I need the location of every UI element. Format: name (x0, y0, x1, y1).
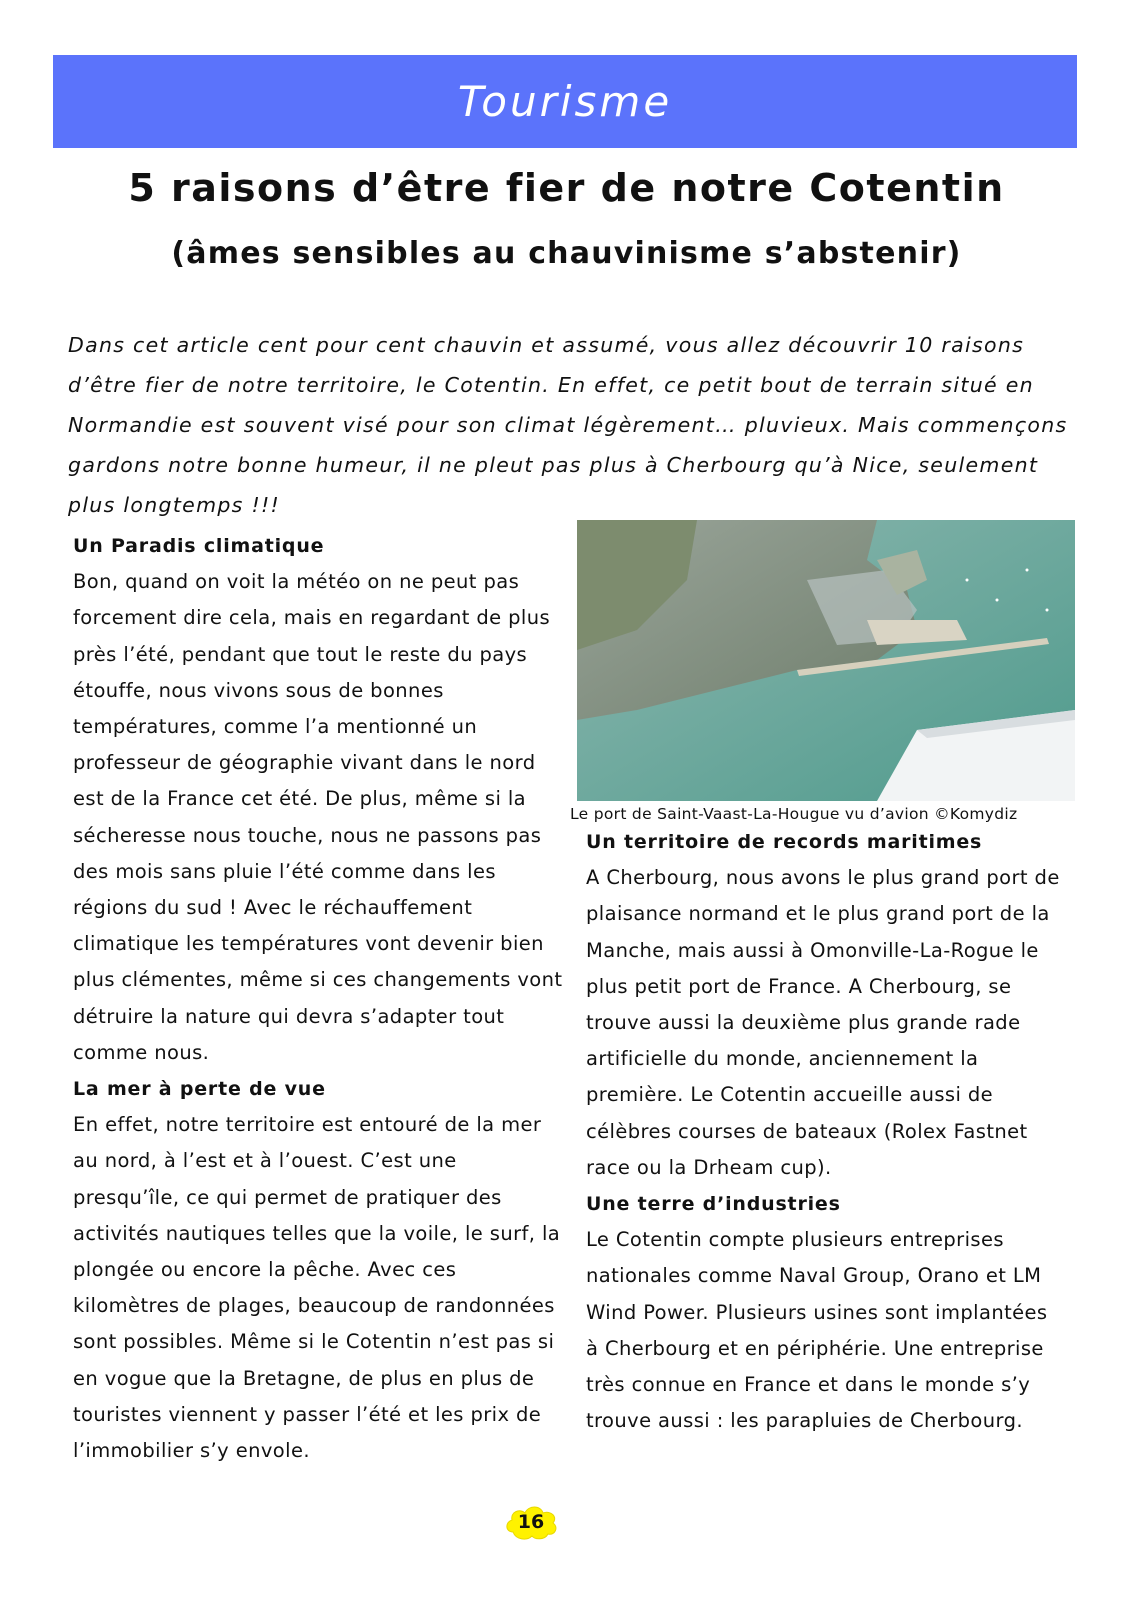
left-column (73, 528, 563, 1469)
section-banner (53, 55, 1077, 148)
section-text-mer: En effet, notre territoire est entouré de la mer au nord, à l’est et à l’ouest. C’est une presqu’île, ce qui permet de pratiquer des activités nautiques telles que la voile, le surf, la plongée ou encore la pêche. Avec ces kilomètres de plages, beaucoup de randonnées sont possibles. Même si le Cotentin n’est pas si en vogue que la Bretagne, de plus en plus de touristes viennent y passer l’été et les prix de l’immobilier s’y envole. (73, 1113, 561, 1463)
page-number: 16 (517, 1511, 545, 1533)
right-column (586, 824, 1066, 1439)
section-text-records: A Cherbourg, nous avons le plus grand port de plaisance normand et le plus grand port de la Manche, mais aussi à Omonville-La-Rogue le plus petit port de France. A Cherbourg, se trouve aussi la deuxième plus grande rade artificielle du monde, anciennement la première. Le Cotentin accueille aussi de célèbres courses de bateaux (Rolex Fastnet race ou la Drheam cup). (586, 866, 1060, 1179)
section-heading-mer: La mer à perte de vue (73, 1078, 326, 1101)
section-heading-industries: Une terre d’industries (586, 1193, 841, 1216)
article-intro: Dans cet article cent pour cent chauvin et assumé, vous allez découvrir 10 raisons d’être fier de notre territoire, le Cotentin. En effet, ce petit bout de terrain situé en Normandie est souvent visé pour son climat légèrement… pluvieux. Mais commençons gardons notre bonne humeur, il ne pleut pas plus à Cherbourg qu’à Nice, seulement plus longtemps !!! (68, 333, 1068, 517)
photo-caption: Le port de Saint-Vaast-La-Hougue vu d’avion ©Komydiz (570, 805, 1018, 823)
article-title: 5 raisons d’être fier de notre Cotentin (128, 166, 1005, 210)
article-subtitle: (âmes sensibles au chauvinisme s’abstenir) (171, 236, 962, 271)
page-number-badge (503, 1502, 559, 1542)
section-text-climat: Bon, quand on voit la météo on ne peut pas forcement dire cela, mais en regardant de plus près l’été, pendant que tout le reste du pays étouffe, nous vivons sous de bonnes températures, comme l’a mentionné un professeur de géographie vivant dans le nord est de la France cet été. De plus, même si la sécheresse nous touche, nous ne passons pas des mois sans pluie l’été comme dans les régions du sud ! Avec le réchauffement climatique les températures vont devenir bien plus clémentes, même si ces changements vont détruire la nature qui devra s’adapter tout comme nous. (73, 570, 563, 1064)
aerial-port-photo (577, 520, 1075, 801)
section-heading-climat: Un Paradis climatique (73, 535, 325, 557)
section-heading-records: Un territoire de records maritimes (586, 831, 983, 853)
section-title: Tourisme (457, 77, 673, 126)
section-text-industries: Le Cotentin compte plusieurs entreprises nationales comme Naval Group, Orano et LM Wind Power. Plusieurs usines sont implantées à Cherbourg et en périphérie. Une entreprise très connue en France et dans le monde s’y trouve aussi : les parapluies de Cherbourg. (586, 1228, 1048, 1433)
aerial-photo-illustration (577, 520, 1075, 801)
